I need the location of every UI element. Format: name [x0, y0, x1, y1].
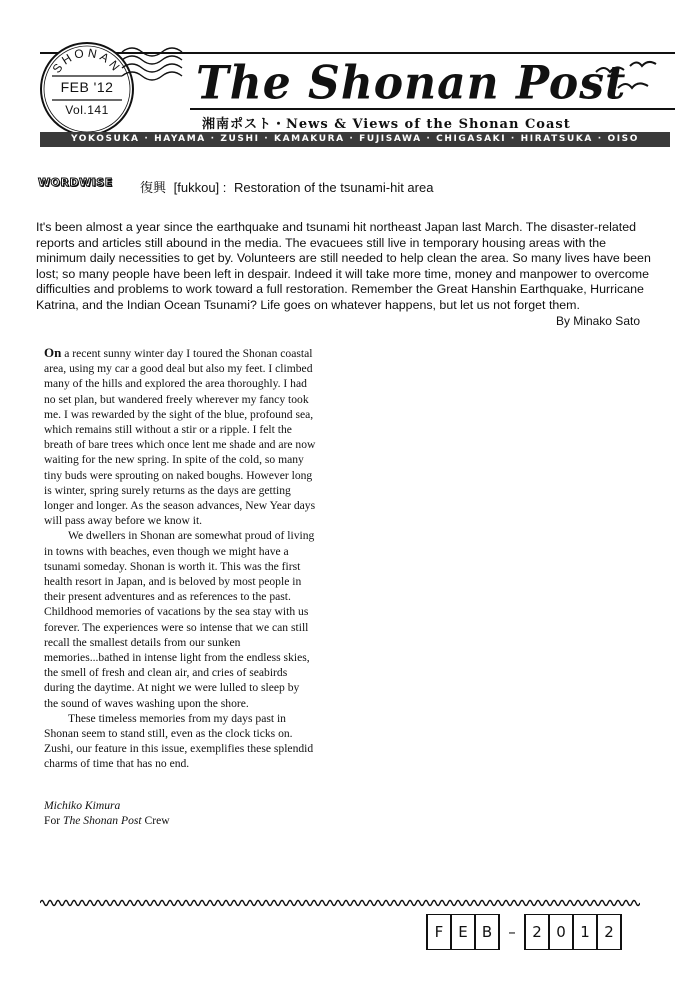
article-paragraph-text: a recent sunny winter day I toured the Shonan coastal area, using my car a good deal but also my feet. I climbed many of the hills and explored the area thoroughly. I had no set plan, but wandered freely wherever my fancy took me. I was rewarded by the sight of the blue, profound sea, which remains still without a stir or a ripple. I felt the breath of bare trees which once lent me shade and are now waiting for the new spring. In spite of the cold, so many tiny buds were sprouting on naked boughs. However long is winter, spring surely returns as the days are getting longer and longer. As the season advances, New Year days will pass away before we know it.: [44, 347, 316, 528]
article-paragraph: These timeless memories from my days past in Shonan seem to stand still, even as the clock ticks on. Zushi, our feature in this issue, exemplifies these splendid charms of time that has no end.: [44, 711, 314, 771]
seagulls-icon: [590, 58, 670, 103]
date-cell: 1: [573, 914, 597, 950]
date-cell: F: [427, 914, 451, 950]
wordwise-kanji: 復興: [140, 180, 167, 195]
date-cell: 2: [597, 914, 621, 950]
signature-name: Michiko Kimura: [44, 799, 121, 812]
article-lead-word: On: [44, 345, 62, 360]
wordwise-definition: Restoration of the tsunami-hit area: [234, 180, 434, 195]
postmark-lines: [120, 40, 190, 100]
wordwise-reading: [fukkou] :: [173, 180, 227, 195]
newspaper-subtitle: 湘南ポスト・News & Views of the Shonan Coast: [202, 117, 571, 132]
signature-for: For: [44, 814, 64, 827]
article-paragraph: [44, 345, 316, 528]
month-cells: [426, 914, 500, 950]
article-signature: [44, 798, 170, 828]
date-dash: –: [508, 923, 516, 941]
intro-paragraph: It's been almost a year since the earthquake and tsunami hit northeast Japan last March. The disaster-related reports and articles still abound in the media. The evacuees still live in temporary housing areas with the minimum daily necessities to get by. Volunteers are still needed to help clean the area. So many lives have been lost; so many people have been left in despair. Indeed it will take more time, money and manpower to overcome difficulties and problems to work toward a full restoration. Remember the Great Hanshin Earthquake, Hurricane Katrina, and the Indian Ocean Tsunami? Life goes on whatever happens, but let us not forget them.: [36, 220, 651, 312]
intro-byline: By Minako Sato: [555, 314, 640, 328]
date-cell: B: [475, 914, 499, 950]
stamp-date: FEB '12: [60, 79, 114, 95]
masthead: [0, 0, 700, 160]
wordwise-tag: WORDWISE: [38, 176, 113, 189]
year-cells: [524, 914, 622, 950]
signature-credit: [44, 813, 170, 828]
wave-divider: [40, 896, 640, 910]
date-cell: 0: [549, 914, 573, 950]
town-list-bar: YOKOSUKA · HAYAMA · ZUSHI · KAMAKURA · FUJISAWA · CHIGASAKI · HIRATSUKA · OISO: [40, 132, 670, 147]
stamp-top-text: SHONAN: [49, 45, 125, 76]
article-paragraph: We dwellers in Shonan are somewhat proud of living in towns with beaches, even though we might have a tsunami someday. Shonan is worth it. This was the first health resort in Japan, and is beloved by most people in their present adventures and as references to the past. Childhood memories of vacations by the sea stay with us forever. The experiences were so intense that we can still recall the smallest details from our sunken memories...bathed in intense light from the endless skies, the smell of fresh and clean air, and cries of seabirds during the daytime. At night we were lulled to sleep by the sound of waves washing upon the shore.: [44, 529, 315, 710]
date-cell: 2: [525, 914, 549, 950]
stamp-volume: Vol.141: [65, 103, 109, 117]
signature-paper: The Shonan Post: [63, 814, 142, 827]
masthead-mid-rule: [190, 108, 675, 110]
date-cell: E: [451, 914, 475, 950]
signature-crew: Crew: [141, 814, 170, 827]
newspaper-title: The Shonan Post: [196, 56, 627, 111]
wordwise-term: [140, 177, 437, 196]
article-body: [44, 345, 316, 772]
issue-date-box: [426, 914, 622, 950]
